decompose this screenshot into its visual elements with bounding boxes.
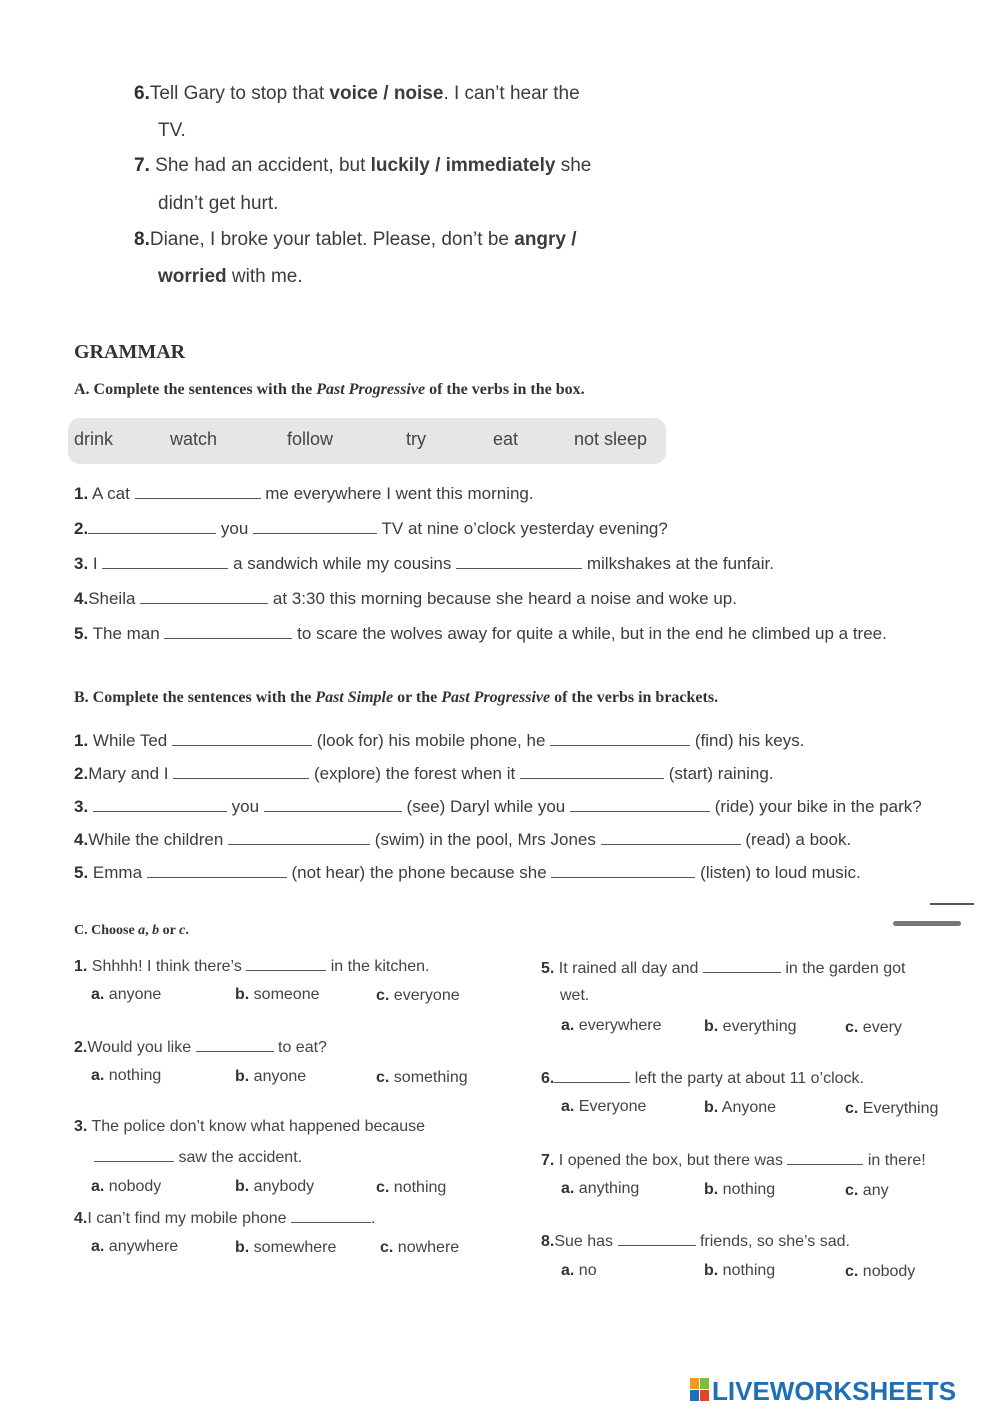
item-number: 3. (74, 554, 89, 573)
answer-blank[interactable] (135, 484, 261, 499)
item-number: 3. (74, 1118, 88, 1135)
sentence-text: A cat (91, 484, 130, 503)
question-text: It rained all day and (558, 960, 699, 977)
sentence-text: TV at nine o’clock yesterday evening? (381, 519, 668, 538)
exercise-b-item-2 (74, 764, 774, 784)
option-text: nowhere (397, 1239, 460, 1256)
choice-words: angry / (514, 229, 577, 250)
option-a[interactable] (91, 1178, 161, 1196)
logo-grid-icon (690, 1378, 710, 1402)
option-letter: b. (704, 1262, 719, 1279)
option-text: everything (722, 1018, 797, 1035)
exercise-b-item-3 (74, 797, 922, 817)
question-c-8 (541, 1231, 850, 1251)
option-text: something (393, 1069, 468, 1086)
question-text: The police don’t know what happened because (91, 1118, 426, 1135)
vocab-item-7 (134, 156, 591, 175)
answer-blank[interactable] (88, 519, 216, 534)
answer-blank[interactable] (102, 554, 228, 569)
option-text: anyone (253, 1068, 307, 1085)
sentence-text: (explore) the forest when it (313, 764, 516, 783)
sentence-text: (find) his keys. (694, 731, 805, 750)
option-letter: c. (845, 1100, 859, 1117)
option-text: no (578, 1262, 597, 1279)
option-c[interactable] (845, 1100, 938, 1118)
sentence-text: (not hear) the phone because she (291, 863, 547, 882)
option-c[interactable] (845, 1019, 902, 1037)
option-text: anything (578, 1180, 640, 1197)
item-number: 7. (134, 155, 150, 176)
sentence-text: a sandwich while my cousins (233, 554, 452, 573)
vocab-item-6-line2: TV. (158, 120, 186, 141)
tense-name: Past Simple (315, 689, 394, 706)
option-text: every (862, 1019, 902, 1036)
question-c-6 (541, 1068, 864, 1088)
item-number: 6. (541, 1070, 555, 1087)
option-text: any (862, 1182, 889, 1199)
option-text: nothing (393, 1179, 447, 1196)
question-text: in there! (867, 1152, 926, 1169)
answer-blank[interactable] (196, 1037, 274, 1052)
verb-word: eat (493, 429, 519, 449)
question-text: I opened the box, but there was (558, 1152, 783, 1169)
instruction-text: . (185, 923, 189, 938)
answer-blank[interactable] (550, 731, 690, 746)
question-text: left the party at about 11 o’clock. (634, 1070, 864, 1087)
item-number: 2. (74, 764, 89, 783)
instruction-text: of the verbs in brackets. (550, 689, 719, 706)
option-text: everyone (393, 987, 460, 1004)
option-c[interactable] (376, 1069, 468, 1087)
option-text: nobody (862, 1263, 916, 1280)
option-letter: b. (704, 1018, 719, 1035)
item-number: 8. (134, 229, 150, 250)
item-text: with me. (226, 266, 303, 287)
option-letter: a. (91, 1238, 105, 1255)
option-text: somewhere (253, 1239, 337, 1256)
verb-word: watch (170, 429, 218, 449)
option-b[interactable] (704, 1018, 797, 1036)
sentence-text: me everywhere I went this morning. (265, 484, 534, 503)
option-letter: a. (561, 1017, 575, 1034)
sentence-text: at 3:30 this morning because she heard a noise and woke up. (272, 589, 737, 608)
sentence-text: Sheila (88, 589, 136, 608)
instruction-b (74, 689, 718, 707)
section-title: GRAMMAR (74, 341, 186, 363)
item-number: 1. (74, 958, 88, 975)
option-c[interactable] (376, 1179, 446, 1197)
verb-word: try (406, 429, 426, 449)
option-b[interactable] (235, 1239, 336, 1257)
question-text: in the kitchen. (330, 958, 430, 975)
answer-blank[interactable] (93, 797, 227, 812)
option-letter: b. (235, 1068, 250, 1085)
item-text: Diane, I broke your tablet. Please, don’t be (149, 229, 515, 250)
sentence-text: (see) Daryl while you (406, 797, 566, 816)
answer-blank[interactable] (172, 731, 312, 746)
option-letter: b. (235, 986, 250, 1003)
vocab-item-8 (134, 230, 577, 249)
option-c[interactable] (380, 1239, 459, 1257)
item-number: 4. (74, 589, 89, 608)
answer-blank[interactable] (94, 1147, 174, 1162)
exercise-a-item-2 (74, 519, 668, 539)
option-text: nobody (108, 1178, 162, 1195)
option-letter: b. (235, 1239, 250, 1256)
sentence-text: (read) a book. (745, 830, 852, 849)
item-number: 2. (74, 519, 89, 538)
instruction-text: or (159, 923, 180, 938)
sentence-text: (swim) in the pool, Mrs Jones (374, 830, 596, 849)
question-text: I can’t find my mobile phone (87, 1210, 287, 1227)
sentence-text: (listen) to loud music. (700, 863, 861, 882)
question-text: . (371, 1210, 376, 1227)
choice-words: worried (158, 266, 227, 287)
question-text: friends, so she’s sad. (699, 1233, 850, 1250)
instruction-text: B. Complete the sentences with the (74, 689, 316, 706)
answer-blank[interactable] (140, 589, 268, 604)
option-text: someone (253, 986, 320, 1003)
sentence-text: While Ted (92, 731, 168, 750)
option-letter: c. (376, 987, 390, 1004)
option-letter: a. (91, 1067, 105, 1084)
verb-word: follow (287, 429, 334, 449)
vocab-item-6 (134, 84, 580, 103)
answer-blank[interactable] (291, 1208, 371, 1223)
instruction-text: or the (393, 689, 442, 706)
item-number: 5. (541, 960, 555, 977)
exercise-b-item-4 (74, 830, 851, 850)
answer-blank[interactable] (554, 1068, 630, 1083)
answer-blank[interactable] (456, 554, 582, 569)
answer-blank[interactable] (787, 1150, 863, 1165)
question-c-4 (74, 1208, 375, 1228)
sentence-text: (start) raining. (668, 764, 774, 783)
option-text: nothing (108, 1067, 162, 1084)
item-number: 3. (74, 797, 89, 816)
answer-blank[interactable] (228, 830, 370, 845)
answer-blank[interactable] (703, 958, 781, 973)
option-text: nothing (722, 1181, 776, 1198)
liveworksheets-logo[interactable] (690, 1376, 990, 1406)
choice-words: voice / noise (329, 83, 444, 104)
instruction-text: C. Choose (74, 923, 139, 938)
option-letter: a. (91, 986, 105, 1003)
option-letter: c. (845, 1019, 859, 1036)
sentence-text: you (231, 797, 260, 816)
option-b[interactable] (704, 1099, 776, 1117)
option-text: Anyone (721, 1099, 777, 1116)
exercise-b-item-5 (74, 863, 861, 883)
sentence-text: Mary and I (88, 764, 169, 783)
option-letter: a. (561, 1180, 575, 1197)
tense-name: Past Progressive (316, 381, 426, 398)
option-text: Everyone (578, 1098, 647, 1115)
exercise-a-item-4 (74, 589, 737, 609)
item-text: She had an accident, but (155, 155, 371, 176)
item-text: Tell Gary to stop that (149, 83, 330, 104)
option-text: everywhere (578, 1017, 662, 1034)
option-letter: c (179, 923, 186, 938)
item-number: 5. (74, 624, 89, 643)
option-letter: b. (704, 1099, 719, 1116)
option-b[interactable] (704, 1262, 775, 1280)
option-letter: a. (91, 1178, 105, 1195)
sentence-text: milkshakes at the funfair. (586, 554, 774, 573)
vocab-item-7-line2: didn’t get hurt. (158, 193, 279, 214)
divider (893, 921, 961, 926)
sentence-text: to scare the wolves away for quite a while, but in the end he climbed up a tree. (297, 624, 887, 643)
question-c-7 (541, 1150, 926, 1170)
question-c-5-line2: wet. (560, 987, 590, 1004)
item-number: 1. (74, 731, 89, 750)
sentence-text: The man (92, 624, 160, 643)
option-letter: c. (376, 1069, 390, 1086)
option-a[interactable] (91, 986, 161, 1004)
option-letter: c. (845, 1182, 859, 1199)
answer-blank[interactable] (173, 764, 309, 779)
option-b[interactable] (704, 1181, 775, 1199)
sentence-text: While the children (88, 830, 224, 849)
option-a[interactable] (561, 1098, 646, 1116)
question-text: saw the accident. (178, 1149, 303, 1166)
item-number: 8. (541, 1233, 555, 1250)
choice-words: luckily / immediately (370, 155, 556, 176)
instruction-a (74, 381, 585, 399)
option-letter: a. (561, 1262, 575, 1279)
option-c[interactable] (845, 1263, 915, 1281)
option-letter: b. (235, 1178, 250, 1195)
exercise-a-item-3 (74, 554, 774, 574)
item-number: 4. (74, 830, 89, 849)
verb-word: not sleep (574, 429, 648, 449)
question-c-2 (74, 1037, 327, 1057)
question-text: in the garden got (785, 960, 906, 977)
option-letter: b. (704, 1181, 719, 1198)
item-number: 5. (74, 863, 89, 882)
exercise-a-item-5 (74, 624, 887, 644)
answer-blank[interactable] (551, 863, 695, 878)
option-c[interactable] (845, 1182, 889, 1200)
sentence-text: Emma (92, 863, 143, 882)
option-b[interactable] (235, 1068, 306, 1086)
option-letter: c. (380, 1239, 394, 1256)
instruction-c (74, 923, 189, 939)
option-letter: b (152, 923, 160, 938)
option-letter: a. (561, 1098, 575, 1115)
verb-word: drink (74, 429, 114, 449)
item-number: 7. (541, 1152, 555, 1169)
option-letter: c. (376, 1179, 390, 1196)
option-text: anyone (108, 986, 162, 1003)
instruction-text: of the verbs in the box. (425, 381, 585, 398)
item-number: 1. (74, 484, 89, 503)
item-number: 4. (74, 1210, 88, 1227)
logo-text: LIVEWORKSHEETS (712, 1376, 957, 1406)
question-c-3 (74, 1118, 425, 1136)
question-text: Sue has (554, 1233, 614, 1250)
item-number: 2. (74, 1039, 88, 1056)
option-a[interactable] (561, 1180, 639, 1198)
exercise-a-item-1 (74, 484, 534, 504)
item-text: . I can’t hear the (443, 83, 580, 104)
question-text: Would you like (87, 1039, 192, 1056)
sentence-text: you (220, 519, 249, 538)
answer-blank[interactable] (264, 797, 402, 812)
question-c-3-line2 (94, 1147, 302, 1167)
question-c-1 (74, 956, 429, 976)
answer-blank[interactable] (147, 863, 287, 878)
question-text: Shhhh! I think there’s (91, 958, 242, 975)
instruction-text: , (145, 923, 153, 938)
option-c[interactable] (376, 987, 460, 1005)
answer-blank[interactable] (618, 1231, 696, 1246)
answer-blank[interactable] (570, 797, 710, 812)
option-a[interactable] (91, 1067, 161, 1085)
answer-blank[interactable] (246, 956, 326, 971)
divider (930, 903, 974, 905)
item-number: 6. (134, 83, 150, 104)
item-text: she (555, 155, 592, 176)
instruction-text: A. Complete the sentences with the (74, 381, 317, 398)
answer-blank[interactable] (164, 624, 292, 639)
vocab-item-8-line2 (158, 267, 303, 286)
option-a[interactable] (91, 1238, 178, 1256)
answer-blank[interactable] (520, 764, 664, 779)
sentence-text: (ride) your bike in the park? (714, 797, 922, 816)
option-letter: c. (845, 1263, 859, 1280)
question-c-5 (541, 958, 905, 978)
option-text: anybody (253, 1178, 315, 1195)
option-text: anywhere (108, 1238, 179, 1255)
exercise-b-item-1 (74, 731, 804, 751)
sentence-text: (look for) his mobile phone, he (316, 731, 546, 750)
answer-blank[interactable] (253, 519, 377, 534)
sentence-text: I (92, 554, 98, 573)
option-text: nothing (722, 1262, 776, 1279)
option-a[interactable] (561, 1262, 597, 1280)
question-text: to eat? (278, 1039, 327, 1056)
tense-name: Past Progressive (441, 689, 551, 706)
option-a[interactable] (561, 1017, 662, 1035)
option-b[interactable] (235, 1178, 314, 1196)
option-letter: a (138, 923, 146, 938)
option-text: Everything (862, 1100, 939, 1117)
option-b[interactable] (235, 986, 320, 1004)
answer-blank[interactable] (601, 830, 741, 845)
